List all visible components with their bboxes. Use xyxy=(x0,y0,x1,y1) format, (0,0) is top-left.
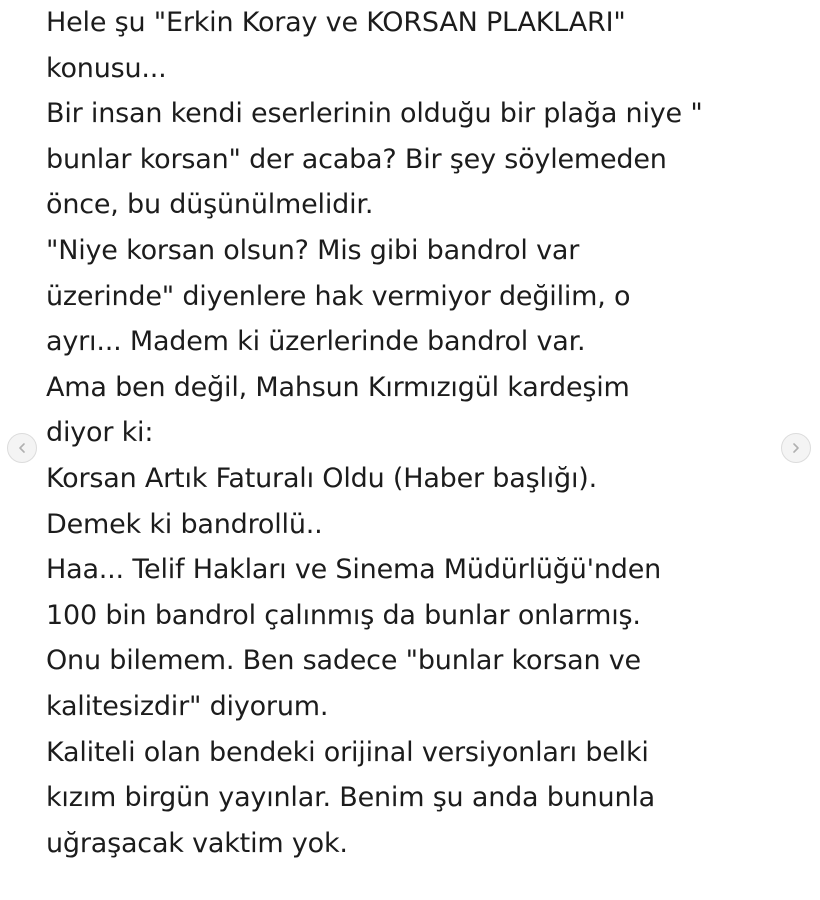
text-line: önce, bu düşünülmelidir. xyxy=(46,189,374,221)
previous-slide-button[interactable] xyxy=(7,433,37,463)
text-line: 100 bin bandrol çalınmış da bunlar onlarmış. xyxy=(46,599,641,631)
text-line: Bir insan kendi eserlerinin olduğu bir plağa niye " xyxy=(46,98,703,130)
next-slide-button[interactable] xyxy=(781,433,811,463)
text-line: ayrı... Madem ki üzerlerinde bandrol var. xyxy=(46,326,586,358)
text-line: bunlar korsan" der acaba? Bir şey söylemeden xyxy=(46,143,667,175)
text-line: üzerinde" diyenlere hak vermiyor değilim, o xyxy=(46,280,631,312)
text-line: "Niye korsan olsun? Mis gibi bandrol var xyxy=(46,234,580,266)
text-line: Korsan Artık Faturalı Oldu (Haber başlığı). xyxy=(46,462,598,494)
chevron-left-icon xyxy=(16,442,28,454)
post-text xyxy=(46,0,786,866)
text-line: Demek ki bandrollü.. xyxy=(46,508,323,540)
text-line: kızım birgün yayınlar. Benim şu anda bununla xyxy=(46,782,656,814)
text-line: uğraşacak vaktim yok. xyxy=(46,827,348,859)
text-line: kalitesizdir" diyorum. xyxy=(46,690,329,722)
text-line: Onu bilemem. Ben sadece "bunlar korsan ve xyxy=(46,645,641,677)
text-line: Kaliteli olan bendeki orijinal versiyonları belki xyxy=(46,736,649,768)
text-line: diyor ki: xyxy=(46,417,154,449)
chevron-right-icon xyxy=(790,442,802,454)
text-line: Ama ben değil, Mahsun Kırmızıgül kardeşim xyxy=(46,371,630,403)
text-line: konusu... xyxy=(46,52,167,84)
text-line: Hele şu "Erkin Koray ve KORSAN PLAKLARI" xyxy=(46,7,626,38)
text-line: Haa... Telif Hakları ve Sinema Müdürlüğü'nden xyxy=(46,554,662,586)
